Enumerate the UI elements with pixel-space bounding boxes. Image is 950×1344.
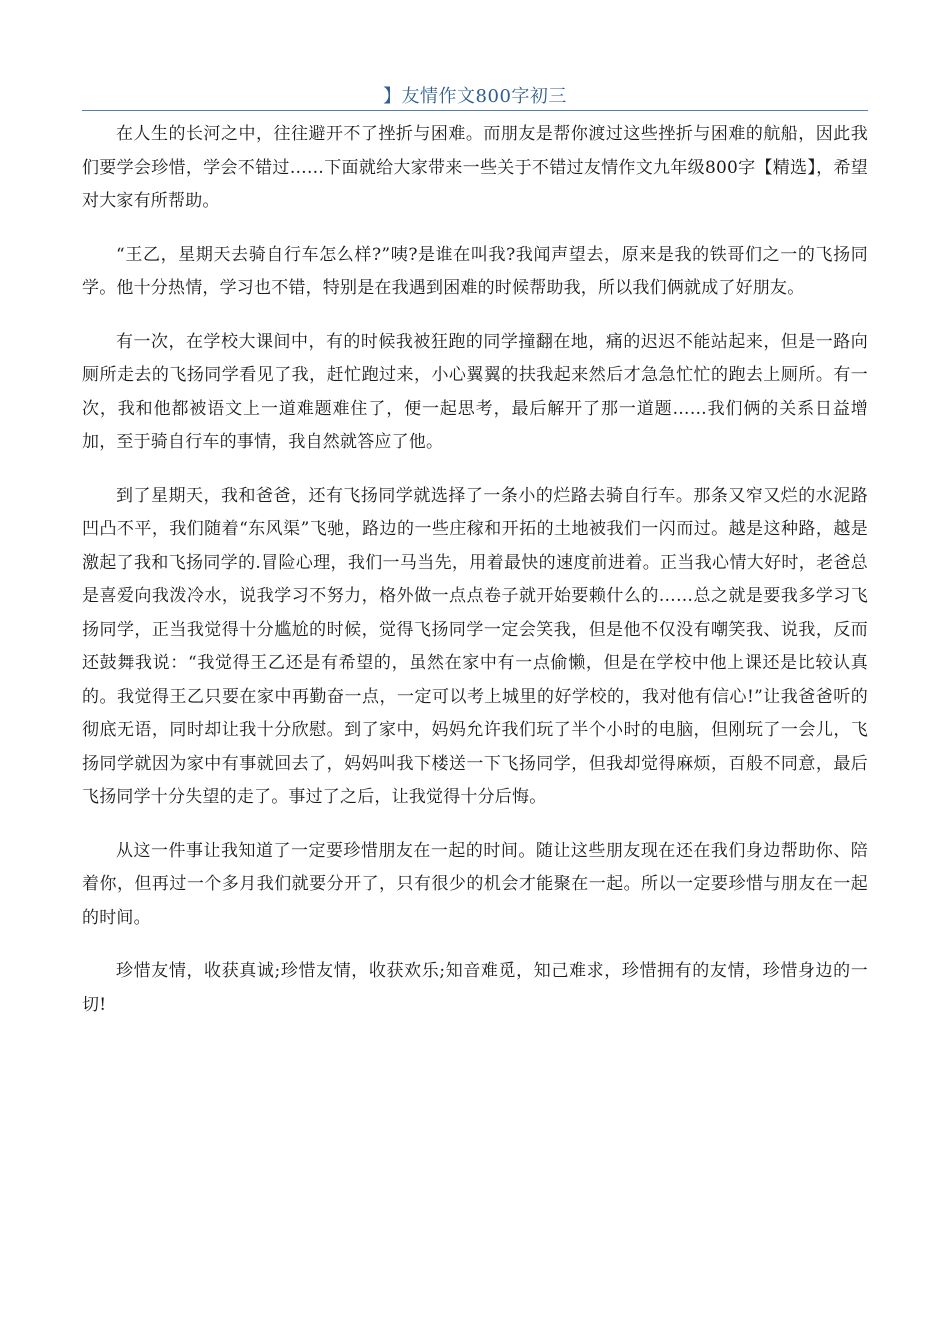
paragraph-lesson: 从这一件事让我知道了一定要珍惜朋友在一起的时间。随让这些朋友现在还在我们身边帮助你、陪着你，但再过一个多月我们就要分开了，只有很少的机会才能聚在一起。所以一定要珍惜与朋友在一起的时间。 xyxy=(82,840,868,928)
document-title: 】友情作文800字初三 xyxy=(383,86,567,107)
paragraph-bike-ride: 到了星期天，我和爸爸，还有飞扬同学就选择了一条小的烂路去骑自行车。那条又窄又烂的水泥路凹凸不平，我们随着“东风渠”飞驰，路边的一些庄稼和开拓的土地被我们一闪而过。越是这种路，越是激起了我和飞扬同学的.冒险心理，我们一马当先，用着最快的速度前进着。正当我心情大好时，老爸总是喜爱向我泼冷水，说我学习不努力，格外做一点点卷子就开始要赖什么的……总之就是要我多学习飞扬同学，正当我觉得十分尴尬的时候，觉得飞扬同学一定会笑我，但是他不仅没有嘲笑我、说我，反而还鼓舞我说：“我觉得王乙还是有希望的，虽然在家中有一点偷懒，但是在学校中他上课还是比较认真的。我觉得王乙只要在家中再勤奋一点，一定可以考上城里的好学校的，我对他有信心!”让我爸爸听的彻底无语，同时却让我十分欣慰。到了家中，妈妈允许我们玩了半个小时的电脑，但刚玩了一会儿，飞扬同学就因为家中有事就回去了，妈妈叫我下楼送一下飞扬同学，但我却觉得麻烦，百般不同意，最后飞扬同学十分失望的走了。事过了之后，让我觉得十分后悔。 xyxy=(82,485,868,807)
article-body xyxy=(82,118,868,1042)
paragraph-intro: 在人生的长河之中，往往避开不了挫折与困难。而朋友是帮你渡过这些挫折与困难的航船，因此我们要学会珍惜，学会不错过……下面就给大家带来一些关于不错过友情作文九年级800字【精选】，希望对大家有所帮助。 xyxy=(82,124,868,211)
paragraph-invitation: “王乙，星期天去骑自行车怎么样?”咦?是谁在叫我?我闻声望去，原来是我的铁哥们之一的飞扬同学。他十分热情，学习也不错，特别是在我遇到困难的时候帮助我，所以我们俩就成了好朋友。 xyxy=(82,244,868,298)
page-header xyxy=(82,78,868,111)
paragraph-conclusion: 珍惜友情，收获真诚;珍惜友情，收获欢乐;知音难觅，知己难求，珍惜拥有的友情，珍惜身边的一切! xyxy=(82,961,868,1015)
paragraph-school-memory: 有一次，在学校大课间中，有的时候我被狂跑的同学撞翻在地，痛的迟迟不能站起来，但是一路向厕所走去的飞扬同学看见了我，赶忙跑过来，小心翼翼的扶我起来然后才急急忙忙的跑去上厕所。有一次，我和他都被语文上一道难题难住了，便一起思考，最后解开了那一道题……我们俩的关系日益增加，至于骑自行车的事情，我自然就答应了他。 xyxy=(82,331,868,452)
